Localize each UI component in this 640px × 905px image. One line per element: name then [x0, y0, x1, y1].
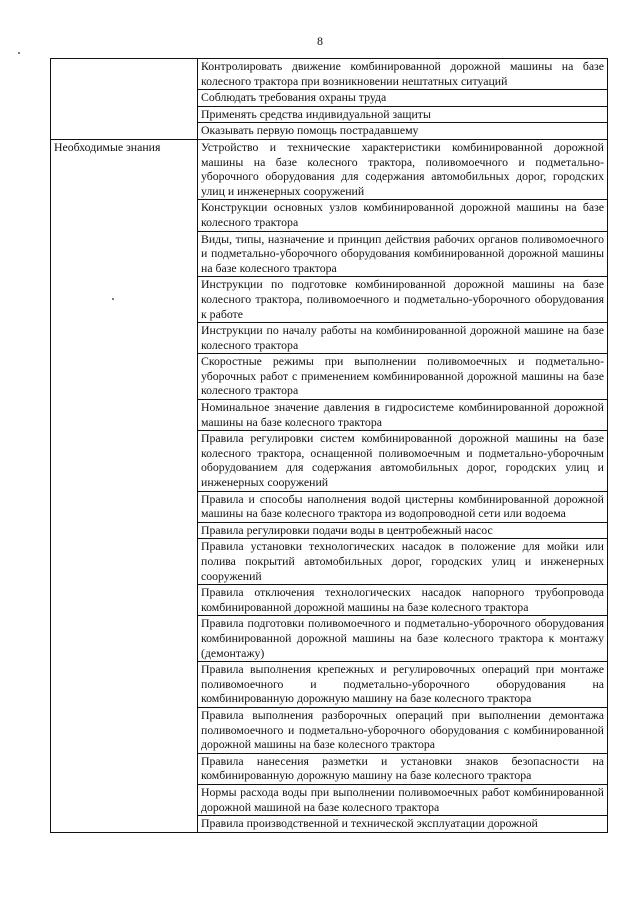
knowledge-cell: Скоростные режимы при выполнении поливомоечных и подметально-уборочных работ с применением комбинированной дорожной машины на базе колесного трактора [198, 354, 608, 400]
knowledge-cell: Инструкции по началу работы на комбинированной дорожной машине на базе колесного трактора [198, 323, 608, 354]
table-row [51, 59, 608, 90]
scan-speck [18, 52, 20, 54]
table-row [51, 139, 608, 199]
knowledge-label: Необходимые знания [51, 139, 198, 832]
knowledge-cell: Правила регулировки подачи воды в центробежный насос [198, 522, 608, 539]
scan-speck [112, 298, 114, 300]
knowledge-cell: Правила производственной и технической эксплуатации дорожной [198, 816, 608, 833]
skill-cell: Контролировать движение комбинированной дорожной машины на базе колесного трактора при возникновении нештатных ситуаций [198, 59, 608, 90]
page-number: 8 [317, 34, 323, 48]
knowledge-cell: Номинальное значение давления в гидросистеме комбинированной дорожной машины на базе колесного трактора [198, 400, 608, 431]
knowledge-cell: Инструкции по подготовке комбинированной дорожной машины на базе колесного трактора, поливомоечного и подметально-уборочного оборудования к работе [198, 277, 608, 323]
knowledge-cell: Правила нанесения разметки и установки знаков безопасности на комбинированную дорожную машину на базе колесного трактора [198, 753, 608, 784]
knowledge-cell: Нормы расхода воды при выполнении поливомоечных работ комбинированной дорожной машиной на базе колесного трактора [198, 784, 608, 815]
knowledge-cell: Устройство и технические характеристики комбинированной дорожной машины на базе колесного трактора, поливомоечного и подметально-уборочного оборудования для содержания автомобильных дорог, городских улиц и инженерных сооружений [198, 139, 608, 199]
skill-cell: Применять средства индивидуальной защиты [198, 106, 608, 123]
knowledge-cell: Правила регулировки систем комбинированной дорожной машины на базе колесного трактора, оснащенной поливомоечным и подметально-уборочным оборудованием для содержания автомобильных дорог, городских улиц и инженерных сооружений [198, 431, 608, 491]
competency-table [50, 58, 608, 833]
knowledge-cell: Виды, типы, назначение и принцип действия рабочих органов поливомоечного и подметально-уборочного оборудования комбинированной дорожной машины на базе колесного трактора [198, 231, 608, 277]
knowledge-cell: Правила выполнения крепежных и регулировочных операций при монтаже поливомоечного и подметально-уборочного оборудования на комбинированную дорожную машину на базе колесного трактора [198, 662, 608, 708]
knowledge-cell: Конструкции основных узлов комбинированной дорожной машины на базе колесного трактора [198, 200, 608, 231]
skill-cell: Соблюдать требования охраны труда [198, 90, 608, 107]
knowledge-cell: Правила выполнения разборочных операций при выполнении демонтажа поливомоечного и подметально-уборочного оборудования с комбинированной дорожной машины на базе колесного трактора [198, 707, 608, 753]
skill-cell: Оказывать первую помощь пострадавшему [198, 123, 608, 140]
knowledge-cell: Правила и способы наполнения водой цистерны комбинированной дорожной машины на базе колесного трактора из водопроводной сети или водоема [198, 491, 608, 522]
knowledge-cell: Правила подготовки поливомоечного и подметально-уборочного оборудования комбинированной дорожной машины на базе колесного трактора к монтажу (демонтажу) [198, 616, 608, 662]
empty-label-cell [51, 59, 198, 140]
knowledge-cell: Правила установки технологических насадок в положение для мойки или полива покрытий автомобильных дорог, городских улиц и инженерных сооружений [198, 539, 608, 585]
knowledge-cell: Правила отключения технологических насадок напорного трубопровода комбинированной дорожной машины на базе колесного трактора [198, 585, 608, 616]
